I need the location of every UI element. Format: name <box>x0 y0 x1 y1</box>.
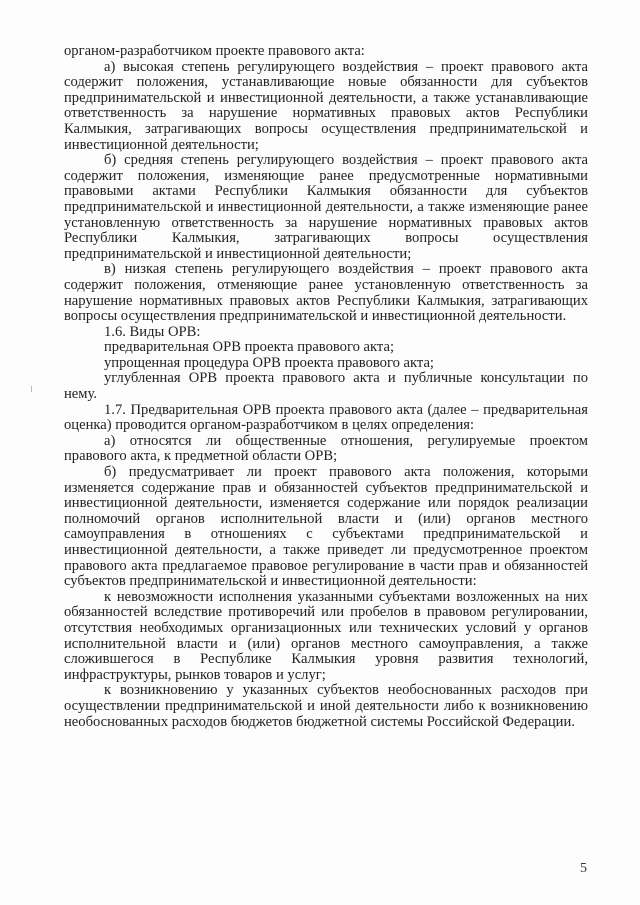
paragraph: 1.7. Предварительная ОРВ проекта правового акта (далее – предварительная оценка) проводится органом-разработчиком в целях определения: <box>64 401 588 434</box>
paragraph: а) относятся ли общественные отношения, регулируемые проектом правового акта, к предметной области ОРВ; <box>64 432 588 465</box>
paragraph: 1.6. Виды ОРВ: <box>104 323 201 340</box>
paragraph: б) предусматривает ли проект правового акта положения, которыми изменяется содержание прав и обязанностей субъектов предпринимательской и инвестиционной деятельности, изменяется содержание или порядок реализации полномочий органов исполнительной власти и (или) органов местного самоуправления в отношениях с субъектами предпринимательской и инвестиционной деятельности, а также приведет ли предусмотренное проектом правового акта предлагаемое правовое регулирование в части прав и обязанностей субъектов предпринимательской и инвестиционной деятельности: <box>64 464 588 590</box>
paragraph: предварительная ОРВ проекта правового акта; <box>104 339 395 356</box>
paragraph: к возникновению у указанных субъектов необоснованных расходов при осуществлении предпринимательской и иной деятельности либо к возникновению необоснованных расходов бюджетов бюджетной системы Российской Федерации. <box>64 682 588 730</box>
document-body <box>64 44 588 730</box>
paragraph: упрощенная процедура ОРВ проекта правового акта; <box>104 354 434 371</box>
paragraph: органом-разработчиком проекте правового акта: <box>64 43 365 59</box>
paragraph: а) высокая степень регулирующего воздействия – проект правового акта содержит положения, устанавливающие новые обязанности для субъектов предпринимательской и инвестиционной деятельности, а также устанавливающие ответственность за нарушение нормативных правовых актов Республики Калмыкия, затрагивающих вопросы осуществления предпринимательской и инвестиционной деятельности; <box>64 58 588 153</box>
paragraph: в) низкая степень регулирующего воздействия – проект правового акта содержит положения, отменяющие ранее установленную ответственность за нарушение нормативных правовых актов Республики Калмыкия, затрагивающих вопросы осуществления предпринимательской и инвестиционной деятельности. <box>64 261 588 325</box>
paragraph: к невозможности исполнения указанными субъектами возложенных на них обязанностей вследствие противоречий или пробелов в правовом регулировании, отсутствия необходимых организационных или технических условий у органов исполнительной власти и (или) органов местного самоуправления, а также сложившегося в Республике Калмыкия уровня развития технологий, инфраструктуры, рынков товаров и услуг; <box>64 588 588 683</box>
page-number: 5 <box>580 861 587 876</box>
paragraph: углубленная ОРВ проекта правового акта и публичные консультации по нему. <box>64 370 588 403</box>
scan-artifact <box>31 386 32 392</box>
paragraph: б) средняя степень регулирующего воздействия – проект правового акта содержит положения, изменяющие ранее предусмотренные нормативными правовыми актами Республики Калмыкия обязанности для субъектов предпринимательской и инвестиционной деятельности, а также изменяющие ранее установленную ответственность за нарушение нормативных правовых актов Республики Калмыкия, затрагивающих вопросы осуществления предпринимательской и инвестиционной деятельности; <box>64 152 588 262</box>
